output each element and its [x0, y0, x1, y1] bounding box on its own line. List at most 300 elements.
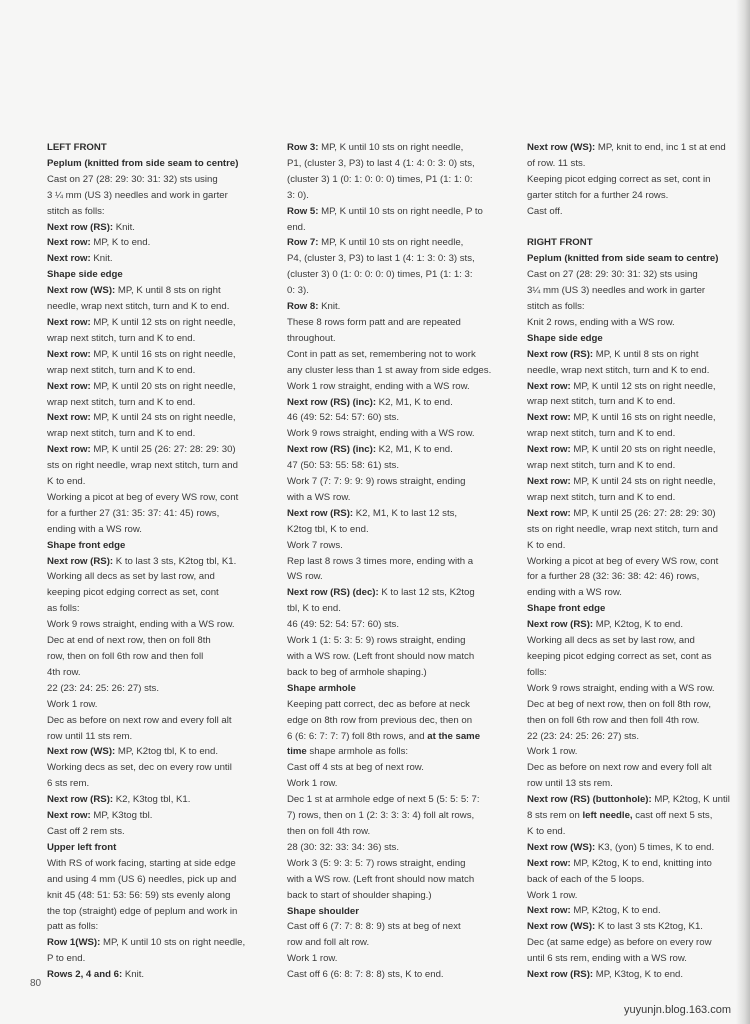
text-line	[47, 283, 269, 299]
line-text: 46 (49: 52: 54: 57: 60) sts.	[287, 619, 399, 631]
line-text: Cast off 4 sts at beg of next row.	[287, 762, 424, 774]
line-text: and using 4 mm (US 6) needles, pick up and	[47, 873, 237, 885]
text-line	[47, 204, 269, 220]
text-line	[527, 394, 750, 410]
text-line	[527, 776, 750, 792]
page-gutter-shadow	[736, 0, 750, 1024]
line-text: any cluster less than 1 st away from side edges.	[287, 364, 492, 376]
line-text: Knit.	[90, 253, 113, 265]
text-line	[47, 522, 269, 538]
text-line	[527, 442, 750, 458]
row-label: Next row (RS) (inc):	[287, 444, 377, 456]
text-line	[47, 681, 269, 697]
line-text: Shape armhole	[287, 682, 356, 694]
line-text: (cluster 3) 1 (0: 1: 0: 0: 0) times, P1 (1: 1: 0:	[287, 173, 473, 185]
line-text: K2, M1, K to end.	[376, 396, 453, 408]
line-text: wrap next stitch, turn and K to end.	[47, 396, 196, 408]
row-label: Row 1(WS):	[47, 937, 101, 949]
row-label: Next row (RS):	[47, 794, 114, 806]
line-text: Work 1 row.	[287, 778, 338, 790]
text-line	[47, 490, 269, 506]
text-line	[287, 220, 512, 236]
text-line	[47, 729, 269, 745]
text-line	[47, 299, 269, 315]
text-line	[47, 188, 269, 204]
line-text: MP, K until 20 sts on right needle,	[90, 380, 236, 392]
text-line	[287, 585, 512, 601]
line-text: MP, K until 10 sts on right needle, P to	[318, 205, 483, 217]
text-line	[47, 506, 269, 522]
text-line	[527, 633, 750, 649]
text-line	[527, 156, 750, 172]
text-line	[287, 601, 512, 617]
line-text: MP, K until 24 sts on right needle,	[570, 476, 716, 488]
line-text: Shape side edge	[47, 269, 123, 281]
row-label: Next row:	[527, 444, 571, 456]
column-middle	[287, 140, 512, 983]
text-line	[527, 919, 750, 935]
line-text: row until 13 sts rem.	[527, 778, 613, 790]
line-text: Keeping patt correct, dec as before at neck	[287, 698, 470, 710]
line-text: MP, K to end.	[90, 237, 151, 249]
line-text: Cast off 2 rem sts.	[47, 825, 125, 837]
text-line	[287, 649, 512, 665]
section-heading	[527, 331, 750, 347]
line-text: Shape shoulder	[287, 905, 359, 917]
line-text: MP, K until 8 sts on right	[115, 285, 221, 297]
line-text: K2tog tbl, K to end.	[287, 523, 369, 535]
text-line	[527, 172, 750, 188]
line-text: Work 3 (5: 9: 3: 5: 7) rows straight, ending	[287, 857, 466, 869]
text-line	[527, 204, 750, 220]
text-line	[287, 395, 512, 411]
line-text: K2, M1, K to last 12 sts,	[353, 507, 458, 519]
text-line	[287, 744, 512, 760]
line-text: MP, K until 25 (26: 27: 28: 29: 30)	[570, 507, 716, 519]
line-text: K to last 3 sts, K2tog tbl, K1.	[113, 555, 237, 567]
text-line	[287, 697, 512, 713]
text-line	[47, 395, 269, 411]
line-text: for a further 28 (32: 36: 38: 42: 46) rows,	[527, 571, 700, 583]
line-text: wrap next stitch, turn and K to end.	[47, 428, 196, 440]
text-line	[287, 331, 512, 347]
text-line	[47, 601, 269, 617]
line-text: until 6 sts rem, ending with a WS row.	[527, 953, 687, 965]
line-text: K3, (yon) 5 times, K to end.	[595, 841, 715, 853]
text-line	[527, 697, 750, 713]
line-text: Dec at end of next row, then on foll 8th	[47, 635, 211, 647]
text-line	[527, 729, 750, 745]
text-line	[47, 792, 269, 808]
row-label: Next row:	[527, 507, 571, 519]
row-label: Row 3:	[287, 142, 319, 153]
line-text: edge on 8th row from previous dec, then on	[287, 714, 473, 726]
text-line	[287, 554, 512, 570]
text-line	[527, 872, 750, 888]
text-line	[47, 872, 269, 888]
line-text: ending with a WS row.	[47, 523, 142, 535]
row-label: Next row (RS) (inc):	[287, 396, 377, 408]
text-line	[287, 760, 512, 776]
line-text: Work 1 row.	[287, 953, 338, 965]
line-text: MP, K until 12 sts on right needle,	[570, 380, 716, 392]
line-text: Upper left front	[47, 841, 117, 853]
text-line	[47, 904, 269, 920]
line-text: wrap next stitch, turn and K to end.	[47, 364, 196, 376]
line-text: wrap next stitch, turn and K to end.	[527, 460, 676, 472]
line-text: Cont in patt as set, remembering not to work	[287, 348, 476, 360]
line-text: throughout.	[287, 332, 336, 344]
line-text: K to last 3 sts K2tog, K1.	[595, 921, 703, 933]
text-line	[47, 410, 269, 426]
text-line	[287, 156, 512, 172]
text-line	[287, 951, 512, 967]
text-line	[527, 267, 750, 283]
text-line	[527, 824, 750, 840]
line-text: MP, K2tog, K to end.	[570, 905, 661, 917]
line-text: 0: 3).	[287, 285, 309, 297]
text-line	[527, 681, 750, 697]
line-text: RIGHT FRONT	[527, 237, 593, 249]
text-line	[47, 554, 269, 570]
text-line	[527, 506, 750, 522]
section-heading	[287, 681, 512, 697]
row-label: Next row:	[47, 237, 91, 249]
section-heading	[47, 538, 269, 554]
text-line	[47, 744, 269, 760]
text-line	[287, 713, 512, 729]
line-text: as folls:	[47, 603, 80, 615]
line-text: Work 1 row.	[527, 889, 578, 901]
line-text: Dec as before on next row and every foll alt	[47, 714, 232, 726]
line-text: tbl, K to end.	[287, 603, 341, 615]
row-label: Next row:	[47, 412, 91, 424]
text-line	[287, 379, 512, 395]
line-text: Work 1 (1: 5: 3: 5: 9) rows straight, ending	[287, 635, 466, 647]
text-line	[287, 776, 512, 792]
line-text: Dec (at same edge) as before on every row	[527, 937, 712, 949]
row-label: Row 5:	[287, 205, 319, 217]
text-line	[527, 315, 750, 331]
text-line	[287, 188, 512, 204]
line-text: Shape front edge	[47, 539, 126, 551]
text-line	[527, 856, 750, 872]
row-label: Next row (RS) (dec):	[287, 587, 379, 599]
text-line	[287, 283, 512, 299]
section-heading	[527, 235, 750, 251]
text-line	[527, 665, 750, 681]
text-line	[47, 633, 269, 649]
line-text: Working all decs as set by last row, and	[47, 571, 215, 583]
line-text: sts on right needle, wrap next stitch, turn and	[47, 460, 238, 472]
row-label: Next row:	[527, 857, 571, 869]
text-line	[287, 808, 512, 824]
text-line	[287, 506, 512, 522]
text-line	[527, 569, 750, 585]
line-text: keeping picot edging correct as set, cont as	[527, 650, 712, 662]
line-text: P4, (cluster 3, P3) to last 1 (4: 1: 3: 0: 3) sts,	[287, 253, 475, 265]
text-line	[287, 442, 512, 458]
line-text: then on foll 4th row.	[287, 825, 371, 837]
line-text: then on foll 6th row and then foll 4th row.	[527, 714, 700, 726]
text-line	[527, 458, 750, 474]
line-text: MP, K3tog tbl.	[90, 810, 153, 822]
line-text: patt as folls:	[47, 921, 99, 933]
section-heading	[47, 267, 269, 283]
row-label: Next row:	[47, 348, 91, 360]
text-line	[287, 363, 512, 379]
text-line	[287, 824, 512, 840]
row-label: Next row (RS):	[287, 507, 354, 519]
text-line	[527, 935, 750, 951]
line-text: back to start of shoulder shaping.)	[287, 889, 432, 901]
line-text: 46 (49: 52: 54: 57: 60) sts.	[287, 412, 399, 424]
line-text: Shape side edge	[527, 332, 603, 344]
row-label: Next row (RS):	[47, 555, 114, 567]
text-line	[287, 569, 512, 585]
line-text: MP, K until 12 sts on right needle,	[90, 316, 236, 328]
line-text: 6 sts rem.	[47, 778, 90, 790]
section-heading	[527, 601, 750, 617]
text-line	[47, 665, 269, 681]
line-text: garter stitch for a further 24 rows.	[527, 189, 669, 201]
row-label: Next row (WS):	[527, 142, 596, 153]
line-text: 22 (23: 24: 25: 26: 27) sts.	[47, 682, 159, 694]
text-line	[287, 204, 512, 220]
line-text: K to last 12 sts, K2tog	[378, 587, 475, 599]
line-text: MP, K until 25 (26: 27: 28: 29: 30)	[90, 444, 236, 456]
line-text: MP, K until 16 sts on right needle,	[90, 348, 236, 360]
line-text: MP, K2tog, K until	[651, 794, 730, 806]
line-text: (cluster 3) 0 (1: 0: 0: 0: 0) times, P1 (1: 1: 3:	[287, 269, 473, 281]
text-line	[287, 872, 512, 888]
line-text: stitch as folls:	[47, 205, 105, 217]
line-text: MP, knit to end, inc 1 st at end	[595, 142, 726, 153]
line-text: Dec 1 st at armhole edge of next 5 (5: 5: 5: 7:	[287, 794, 480, 806]
line-text: Cast off.	[527, 205, 563, 217]
text-line	[47, 760, 269, 776]
section-heading	[47, 840, 269, 856]
line-text: MP, K2tog, K to end.	[593, 619, 684, 631]
text-line	[287, 617, 512, 633]
line-text: 47 (50: 53: 55: 58: 61) sts.	[287, 460, 399, 472]
page-number: 80	[30, 978, 42, 989]
line-text: sts on right needle, wrap next stitch, turn and	[527, 523, 718, 535]
line-text: row until 11 sts rem.	[47, 730, 133, 742]
line-text: needle, wrap next stitch, turn and K to end.	[527, 364, 710, 376]
text-line	[287, 315, 512, 331]
row-label: Next row:	[47, 380, 91, 392]
text-line	[527, 713, 750, 729]
text-line	[287, 251, 512, 267]
text-line	[527, 538, 750, 554]
text-line	[287, 299, 512, 315]
line-text: with a WS row. (Left front should now match	[287, 651, 475, 662]
row-label: Next row (RS):	[527, 348, 594, 360]
line-text: Rep last 8 rows 3 times more, ending with a	[287, 555, 474, 567]
text-line	[527, 649, 750, 665]
text-line	[527, 379, 750, 395]
text-line	[287, 426, 512, 442]
line-text: of row. 11 sts.	[527, 157, 586, 169]
text-line	[527, 903, 750, 919]
line-text: K2, M1, K to end.	[376, 444, 453, 456]
section-heading	[47, 140, 269, 156]
text-line	[287, 538, 512, 554]
text-line	[287, 935, 512, 951]
text-line	[287, 235, 512, 251]
line-text: wrap next stitch, turn and K to end.	[527, 428, 676, 440]
line-text: the top (straight) edge of peplum and work in	[47, 905, 238, 917]
text-line	[527, 299, 750, 315]
text-line	[47, 347, 269, 363]
line-text: MP, K until 10 sts on right needle,	[318, 142, 464, 153]
line-text: These 8 rows form patt and are repeated	[287, 316, 461, 328]
line-text: 3: 0).	[287, 189, 309, 201]
text-line	[47, 220, 269, 236]
line-text: shape armhole as folls:	[306, 746, 409, 758]
line-text: MP, K until 10 sts on right needle,	[318, 237, 464, 249]
line-text: MP, K until 16 sts on right needle,	[570, 412, 716, 424]
text-line	[287, 267, 512, 283]
text-line	[527, 522, 750, 538]
text-line	[527, 283, 750, 299]
text-line	[287, 792, 512, 808]
line-text: Cast off 6 (6: 8: 7: 8: 8) sts, K to end.	[287, 969, 444, 981]
line-text: Working a picot at beg of every WS row, cont	[47, 491, 239, 503]
section-heading	[287, 904, 512, 920]
text-line	[527, 554, 750, 570]
line-text: needle, wrap next stitch, turn and K to end.	[47, 301, 230, 313]
line-text: Cast off 6 (7: 7: 8: 8: 9) sts at beg of next	[287, 921, 461, 933]
line-text: Work 1 row.	[527, 746, 578, 758]
line-text: K to end.	[47, 476, 86, 488]
text-line	[287, 856, 512, 872]
row-label: Row 7:	[287, 237, 319, 249]
line-text: 22 (23: 24: 25: 26: 27) sts.	[527, 730, 639, 742]
line-text: Knit.	[318, 301, 341, 313]
emphasis-text: at the same	[427, 730, 481, 742]
line-text: Knit.	[113, 221, 135, 233]
text-line	[47, 888, 269, 904]
text-line	[47, 585, 269, 601]
text-line	[527, 347, 750, 363]
line-text: Work 9 rows straight, ending with a WS row.	[287, 428, 475, 440]
line-text: Cast on 27 (28: 29: 30: 31: 32) sts using	[527, 269, 698, 281]
text-line	[287, 729, 512, 745]
row-label: Next row:	[47, 444, 91, 456]
text-line	[527, 426, 750, 442]
text-line	[527, 490, 750, 506]
text-line	[527, 760, 750, 776]
emphasis-text: left needle,	[582, 810, 633, 822]
section-heading	[47, 156, 269, 172]
row-label: Next row (WS):	[527, 841, 596, 853]
line-text: Peplum (knitted from side seam to centre)	[527, 253, 719, 265]
line-text: Knit.	[122, 969, 145, 981]
row-label: Next row (WS):	[47, 746, 116, 758]
line-text: wrap next stitch, turn and K to end.	[527, 396, 676, 408]
line-text: Dec as before on next row and every foll alt	[527, 762, 712, 774]
text-line	[527, 410, 750, 426]
line-text: P to end.	[47, 953, 86, 965]
line-text: 3¼ mm (US 3) needles and work in garter	[527, 285, 706, 297]
line-text: folls:	[527, 666, 547, 678]
line-text: Keeping picot edging correct as set, cont in	[527, 173, 711, 185]
text-line	[527, 888, 750, 904]
line-text: MP, K until 20 sts on right needle,	[570, 444, 716, 456]
line-text: end.	[287, 221, 306, 233]
line-text: Work 9 rows straight, ending with a WS row.	[47, 619, 235, 631]
text-line	[527, 951, 750, 967]
line-text: wrap next stitch, turn and K to end.	[527, 491, 676, 503]
text-line	[47, 808, 269, 824]
text-line	[47, 363, 269, 379]
text-line	[47, 617, 269, 633]
row-label: Next row (WS):	[527, 921, 596, 933]
text-line	[527, 617, 750, 633]
text-line	[287, 665, 512, 681]
row-label: Next row (WS):	[47, 285, 116, 297]
line-text: stitch as folls:	[527, 301, 585, 313]
text-line	[527, 840, 750, 856]
line-text: Work 7 rows.	[287, 539, 343, 551]
row-label: Next row:	[527, 380, 571, 392]
text-line	[287, 490, 512, 506]
line-text: Knit 2 rows, ending with a WS row.	[527, 316, 675, 328]
text-line	[287, 458, 512, 474]
line-text: K to end.	[527, 539, 566, 551]
text-line	[287, 347, 512, 363]
line-text: 7) rows, then on 1 (2: 3: 3: 3: 4) foll alt rows,	[287, 810, 475, 822]
text-line	[47, 315, 269, 331]
text-line	[527, 808, 750, 824]
line-text: row and foll alt row.	[287, 937, 370, 949]
row-label: Next row (RS):	[527, 969, 594, 981]
line-text: Working all decs as set by last row, and	[527, 635, 695, 647]
line-text: ending with a WS row.	[527, 587, 622, 599]
row-label: Next row:	[47, 316, 91, 328]
line-text: 8 sts rem on	[527, 810, 583, 822]
text-line	[287, 140, 512, 156]
line-text: Working a picot at beg of every WS row, cont	[527, 555, 719, 567]
line-text: MP, K2tog tbl, K to end.	[115, 746, 218, 758]
line-text: MP, K2tog, K to end, knitting into	[570, 857, 712, 869]
text-line	[527, 363, 750, 379]
line-text: P1, (cluster 3, P3) to last 4 (1: 4: 0: 3: 0) sts,	[287, 157, 475, 169]
section-heading	[527, 251, 750, 267]
row-label: Next row (RS):	[527, 619, 594, 631]
line-text: With RS of work facing, starting at side edge	[47, 857, 236, 869]
row-label: Next row:	[527, 905, 571, 917]
line-text: 6 (6: 6: 7: 7: 7) foll 8th rows, and	[287, 730, 428, 742]
line-text: 28 (30: 32: 33: 34: 36) sts.	[287, 841, 399, 853]
text-line	[527, 474, 750, 490]
text-line	[47, 649, 269, 665]
text-line	[527, 585, 750, 601]
text-line	[527, 188, 750, 204]
text-line	[287, 633, 512, 649]
line-text: Working decs as set, dec on every row until	[47, 762, 232, 774]
line-text: back of each of the 5 loops.	[527, 873, 645, 885]
line-text: Work 9 rows straight, ending with a WS row.	[527, 682, 715, 694]
text-line	[47, 442, 269, 458]
row-label: Row 8:	[287, 301, 319, 313]
text-line	[527, 744, 750, 760]
text-line	[527, 792, 750, 808]
line-text: for a further 27 (31: 35: 37: 41: 45) rows,	[47, 507, 220, 519]
text-line	[47, 824, 269, 840]
